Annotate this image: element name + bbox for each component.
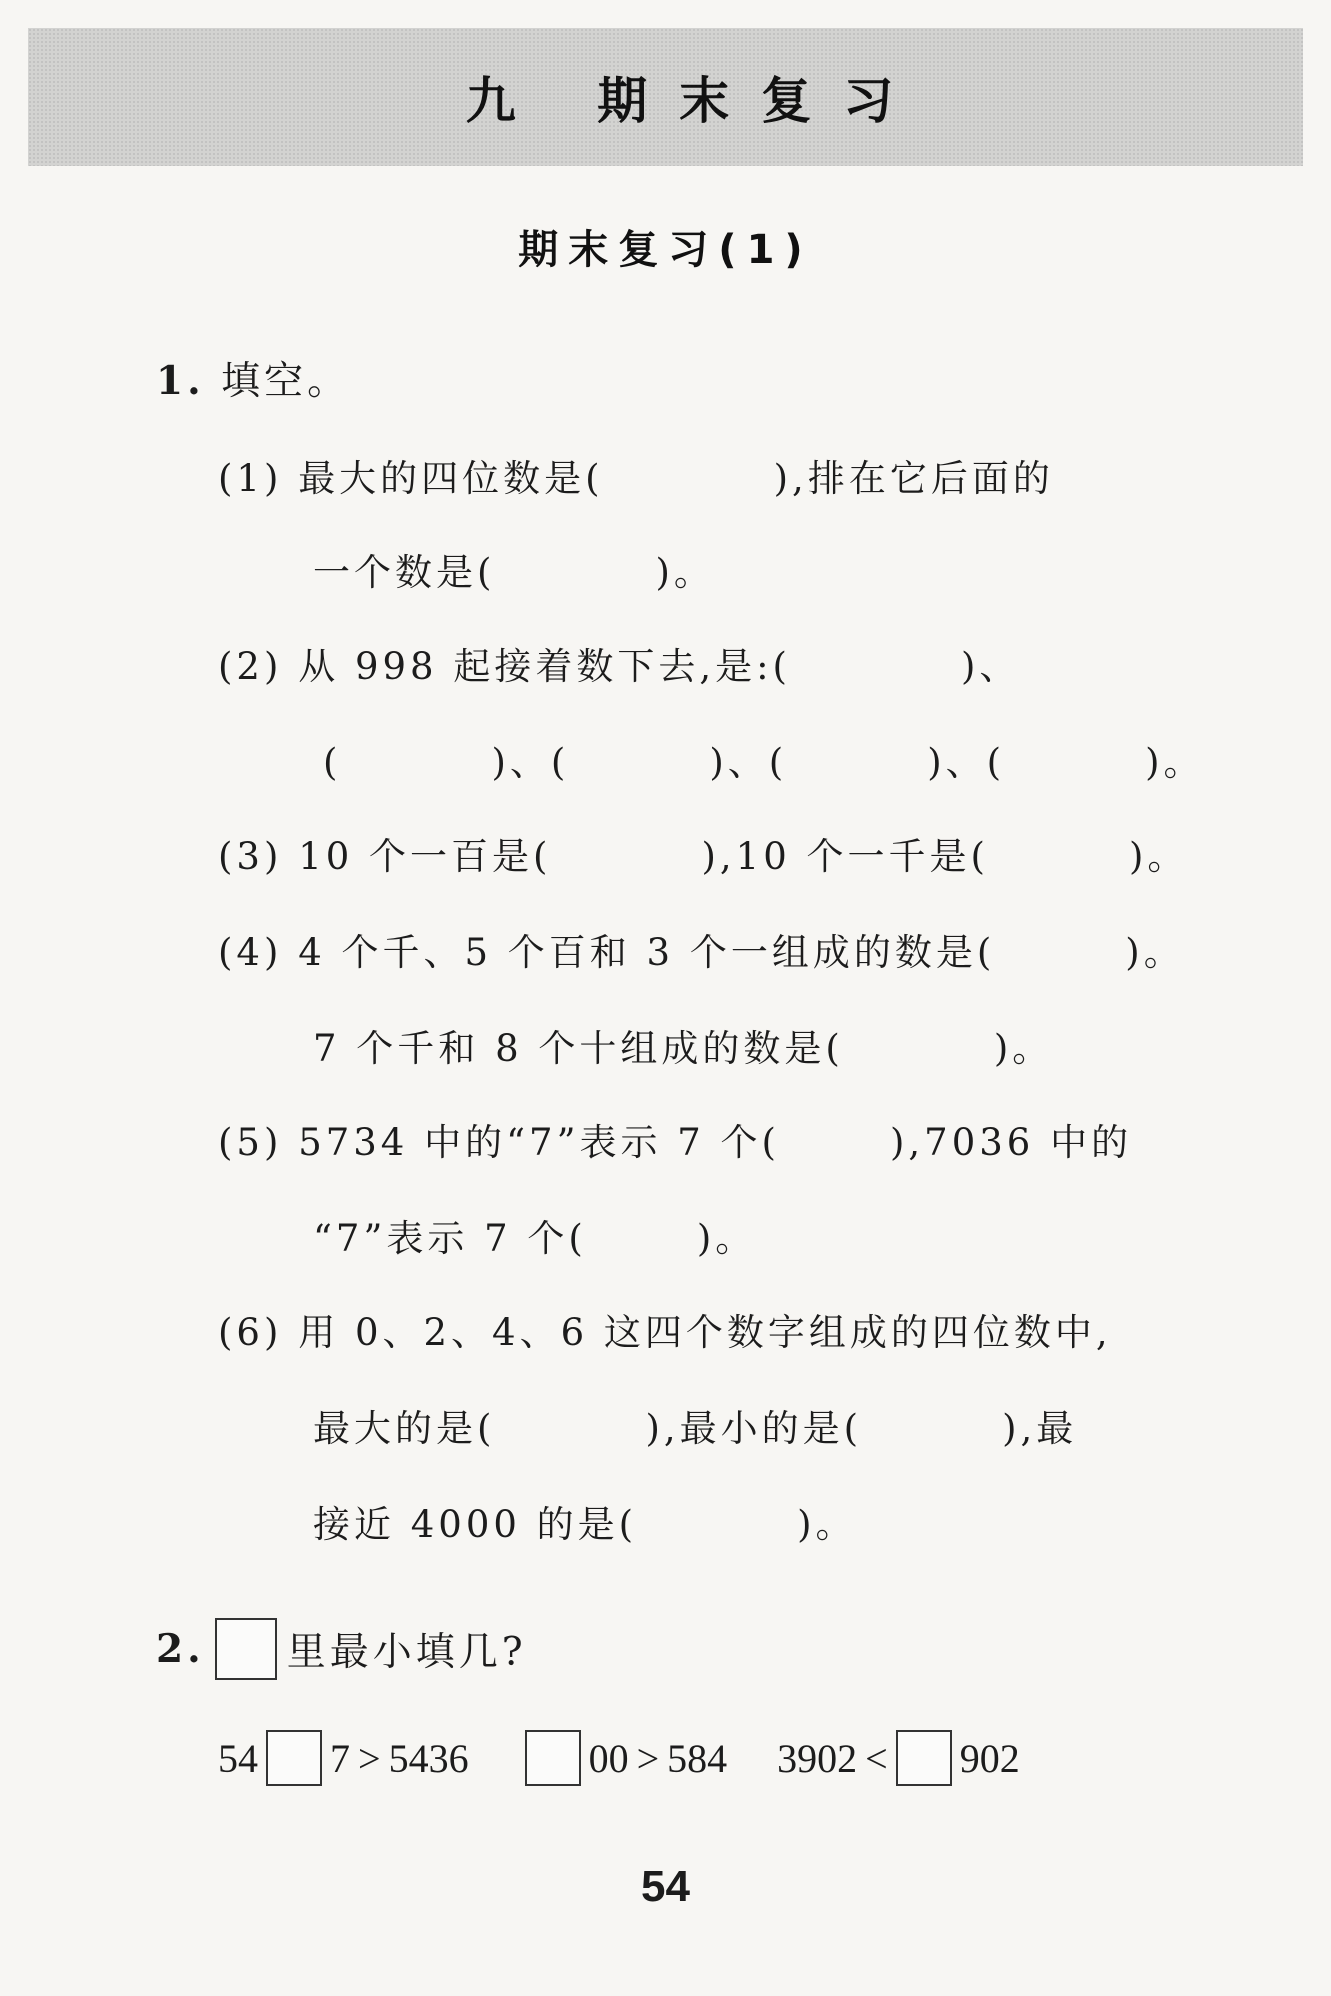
item-text: ),10 个一千是( [701, 835, 989, 878]
q1-item-5-continued [313, 1208, 756, 1262]
item-text: )。 [1128, 835, 1189, 878]
question-1-heading [156, 350, 350, 406]
item-label: (6) [218, 1311, 283, 1354]
item-label: (1) [218, 457, 283, 500]
digits: 3902 [777, 1735, 858, 1781]
question-number: 2. [156, 1626, 205, 1672]
answer-box[interactable] [266, 1730, 322, 1786]
chapter-banner [28, 28, 1303, 166]
comparison-sign: > [636, 1735, 660, 1781]
item-text: 7 个千和 8 个十组成的数是( [313, 1027, 844, 1070]
item-text: )、( [491, 741, 570, 784]
item-text: )。 [1125, 931, 1185, 974]
item-text: ),排在它后面的 [773, 457, 1054, 500]
comparison-sign: > [358, 1735, 381, 1781]
item-text: )、 [961, 645, 1021, 688]
item-text: 接近 4000 的是( [313, 1503, 638, 1546]
inequality-row [218, 1730, 1020, 1786]
item-text: )。 [1145, 741, 1205, 784]
item-label: (4) [218, 931, 283, 974]
comparison-sign: < [865, 1735, 888, 1781]
item-text: 最大的四位数是( [298, 457, 604, 500]
item-text: ),7036 中的 [889, 1121, 1133, 1164]
item-text: “7”表示 7 个( [313, 1217, 587, 1260]
question-2-heading [156, 1618, 527, 1680]
section-title: 期末复习(1) [518, 227, 813, 273]
answer-box[interactable] [896, 1730, 952, 1786]
item-text: )。 [655, 551, 715, 594]
inequality-2 [525, 1730, 728, 1786]
page-number: 54 [641, 1862, 690, 1911]
inequality-1 [218, 1730, 469, 1786]
q1-item-3 [218, 826, 1188, 880]
item-text: 4 个千、5 个百和 3 个一组成的数是( [298, 931, 996, 974]
item-text: 从 998 起接着数下去,是:( [298, 645, 791, 688]
digits: 54 [218, 1735, 258, 1781]
item-text: )。 [993, 1027, 1054, 1070]
item-label: (3) [218, 835, 283, 878]
q1-item-4 [218, 922, 1185, 976]
item-text: )、( [927, 741, 1006, 784]
digits: 00 [588, 1735, 629, 1781]
answer-box[interactable] [215, 1618, 277, 1680]
item-label: (2) [218, 645, 283, 688]
item-text: )、( [709, 741, 788, 784]
item-text: 一个数是( [313, 551, 496, 594]
q1-item-2 [218, 636, 1020, 690]
item-label: (5) [218, 1121, 283, 1164]
item-text: ),最小的是( [645, 1407, 863, 1450]
item-text: 最大的是( [313, 1407, 496, 1450]
item-text: 用 0、2、4、6 这四个数字组成的四位数中, [298, 1311, 1112, 1354]
digits: 5436 [388, 1735, 469, 1781]
question-prompt: 填空。 [221, 359, 351, 404]
q1-item-4-continued [313, 1018, 1053, 1072]
question-number: 1. [156, 358, 205, 404]
q1-item-6-continued-1 [313, 1398, 1077, 1452]
item-text: ),最 [1002, 1407, 1078, 1450]
q1-item-6 [218, 1302, 1112, 1356]
q1-item-1 [218, 448, 1054, 502]
q1-item-2-continued [323, 732, 1205, 786]
item-text: 10 个一百是( [298, 835, 552, 878]
q1-item-1-continued [313, 542, 715, 596]
q1-item-6-continued-2 [313, 1494, 857, 1548]
item-text: )。 [797, 1503, 857, 1546]
chapter-title: 九 期末复习 [465, 72, 926, 130]
digits: 902 [959, 1735, 1020, 1781]
item-text: ( [323, 741, 342, 784]
digits: 7 [330, 1735, 350, 1781]
inequality-3 [777, 1730, 1020, 1786]
q1-item-5 [218, 1112, 1132, 1166]
item-text: 5734 中的“7”表示 7 个( [298, 1121, 780, 1164]
answer-box[interactable] [525, 1730, 581, 1786]
digits: 584 [667, 1735, 728, 1781]
question-prompt: 里最小填几? [286, 1630, 527, 1675]
item-text: )。 [696, 1217, 757, 1260]
